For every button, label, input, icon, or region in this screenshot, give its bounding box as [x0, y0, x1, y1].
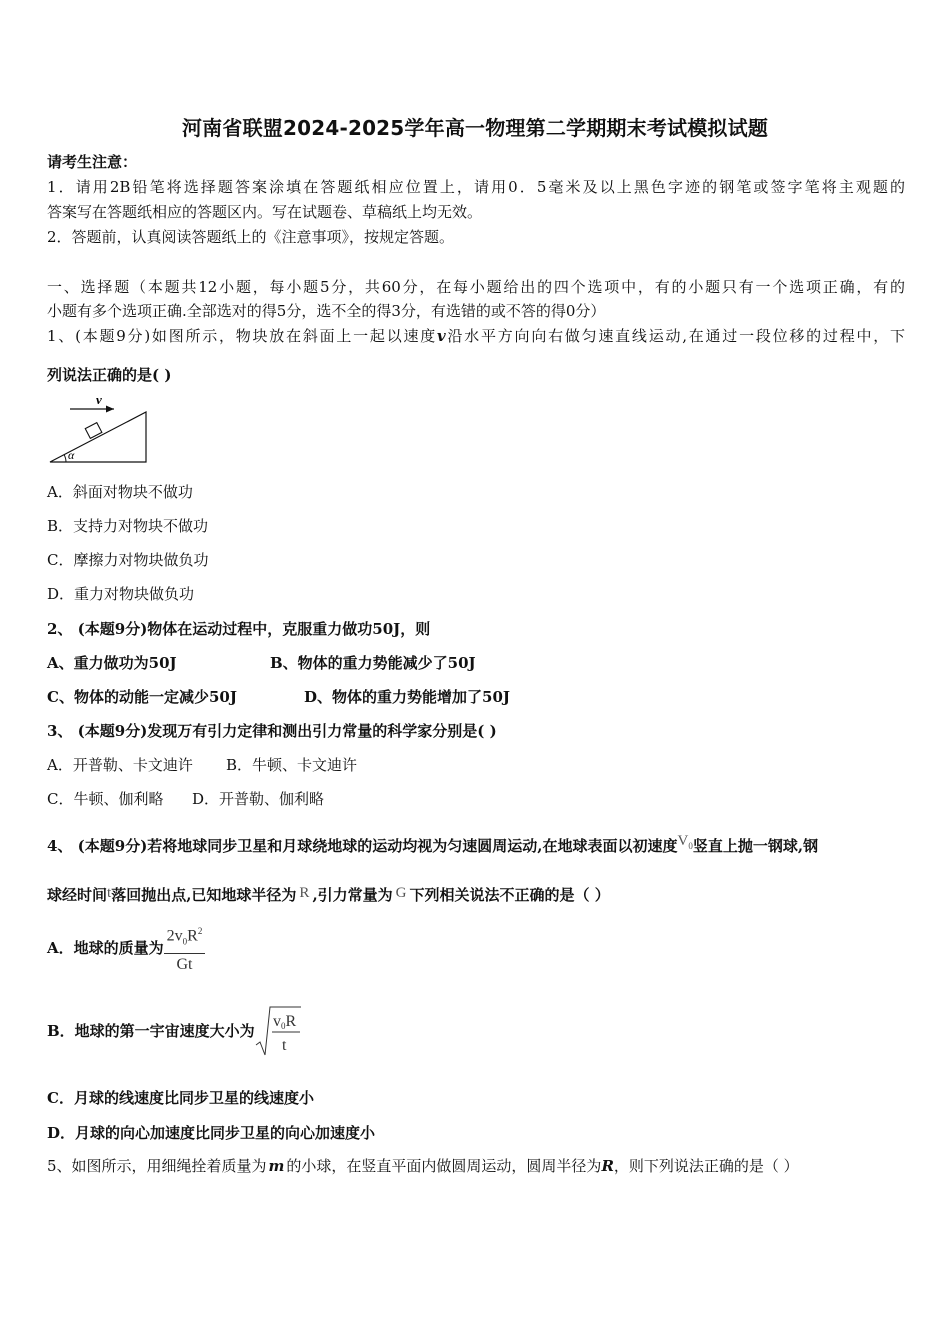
q2-option-a: A、重力做功为50J [47, 654, 177, 672]
q4-stem-line-1: 4、 (本题9分)若将地球同步卫星和月球绕地球的运动均视为匀速圆周运动,在地球表面以初速度$V_0$竖直上抛一钢球,钢 [47, 833, 819, 855]
svg-text:v0R: v0R [272, 1013, 296, 1031]
q4-stem-line-2: 球经时间t落回抛出点,已知地球半径为 R ,引力常量为 G 下列相关说法不正确的是（ ） [47, 885, 610, 904]
q5-var-r: R [601, 1157, 614, 1175]
angle-label: α [68, 448, 75, 462]
q1-option-b: B．支持力对物块不做功 [47, 517, 209, 535]
mass-formula: $\frac{2v_0R^2}{Gt}$ [164, 920, 206, 976]
notice-heading: 请考生注意： [47, 153, 138, 171]
velocity-arrowhead [106, 406, 114, 413]
q4-symbol-r: R [299, 885, 310, 901]
q1-option-c: C．摩擦力对物块做负功 [47, 551, 209, 569]
q1-stem-line-1: 1、(本题9分)如图所示，物块放在斜面上一起以速度v沿水平方向向右做匀速直线运动,在通过一段位移的过程中，下 [47, 327, 905, 345]
q1-stem-line-2: 列说法正确的是( ) [47, 366, 172, 384]
notice-item-1-line-2: 答案写在答题纸相应的答题区内。写在试题卷、草稿纸上均无效。 [47, 203, 483, 221]
section-intro-line-1: 一、选择题（本题共12小题，每小题5分，共60分，在每小题给出的四个选项中，有的小题只有一个选项正确，有的 [47, 278, 905, 296]
angle-arc [64, 455, 66, 463]
exam-title: 河南省联盟2024-2025学年高一物理第二学期期末考试模拟试题 [181, 116, 769, 140]
q5-stem: 5、如图所示，用细绳拴着质量为 m 的小球，在竖直平面内做圆周运动，圆周半径为R，则下列说法正确的是（ ） [47, 1157, 799, 1175]
q3-option-a: A．开普勒、卡文迪许 [47, 756, 193, 774]
q2-stem: 2、 (本题9分)物体在运动过程中，克服重力做功50J，则 [47, 620, 431, 638]
q1-var-v: v [437, 327, 446, 345]
notice-item-2: 2．答题前，认真阅读答题纸上的《注意事项》，按规定答题。 [47, 228, 455, 246]
q3-option-c: C．牛顿、伽利略 [47, 790, 164, 808]
q4-option-b: B．地球的第一宇宙速度大小为 v0R t [47, 1004, 303, 1057]
q5-var-m: m [268, 1157, 285, 1175]
q3-option-b: B．牛顿、卡文迪许 [226, 756, 358, 774]
first-cosmic-velocity-formula [255, 1005, 303, 1057]
q3-stem: 3、 (本题9分)发现万有引力定律和测出引力常量的科学家分别是( ) [47, 722, 497, 740]
q4-symbol-v0: $V_0$ [677, 833, 693, 851]
section-intro-line-2: 小题有多个选项正确.全部选对的得5分，选不全的得3分，有选错的或不答的得0分） [47, 302, 606, 320]
q1-option-a: A．斜面对物块不做功 [47, 483, 193, 501]
q1-incline-figure [44, 392, 154, 466]
q2-option-b: B、物体的重力势能减少了50J [270, 654, 476, 672]
svg-text:t: t [281, 1037, 287, 1054]
q4-option-d: D．月球的向心加速度比同步卫星的向心加速度小 [47, 1124, 376, 1142]
q2-option-d: D、物体的重力势能增加了50J [304, 688, 510, 706]
q3-option-d: D．开普勒、伽利略 [192, 790, 325, 808]
velocity-label: v [96, 392, 102, 407]
notice-item-1-line-1: 1．请用2B铅笔将选择题答案涂填在答题纸相应位置上，请用0．5毫米及以上黑色字迹的钢笔或签字笔将主观题的 [47, 178, 905, 196]
q1-option-d: D．重力对物块做负功 [47, 585, 195, 603]
q4-symbol-t: t [107, 885, 112, 901]
q4-option-a: A．地球的质量为 $\frac{2v_0R^2}{Gt}$ [47, 920, 205, 976]
q4-option-c: C．月球的线速度比同步卫星的线速度小 [47, 1089, 314, 1107]
q4-symbol-g: G [395, 885, 407, 901]
q2-option-c: C、物体的动能一定减少50J [47, 688, 237, 706]
